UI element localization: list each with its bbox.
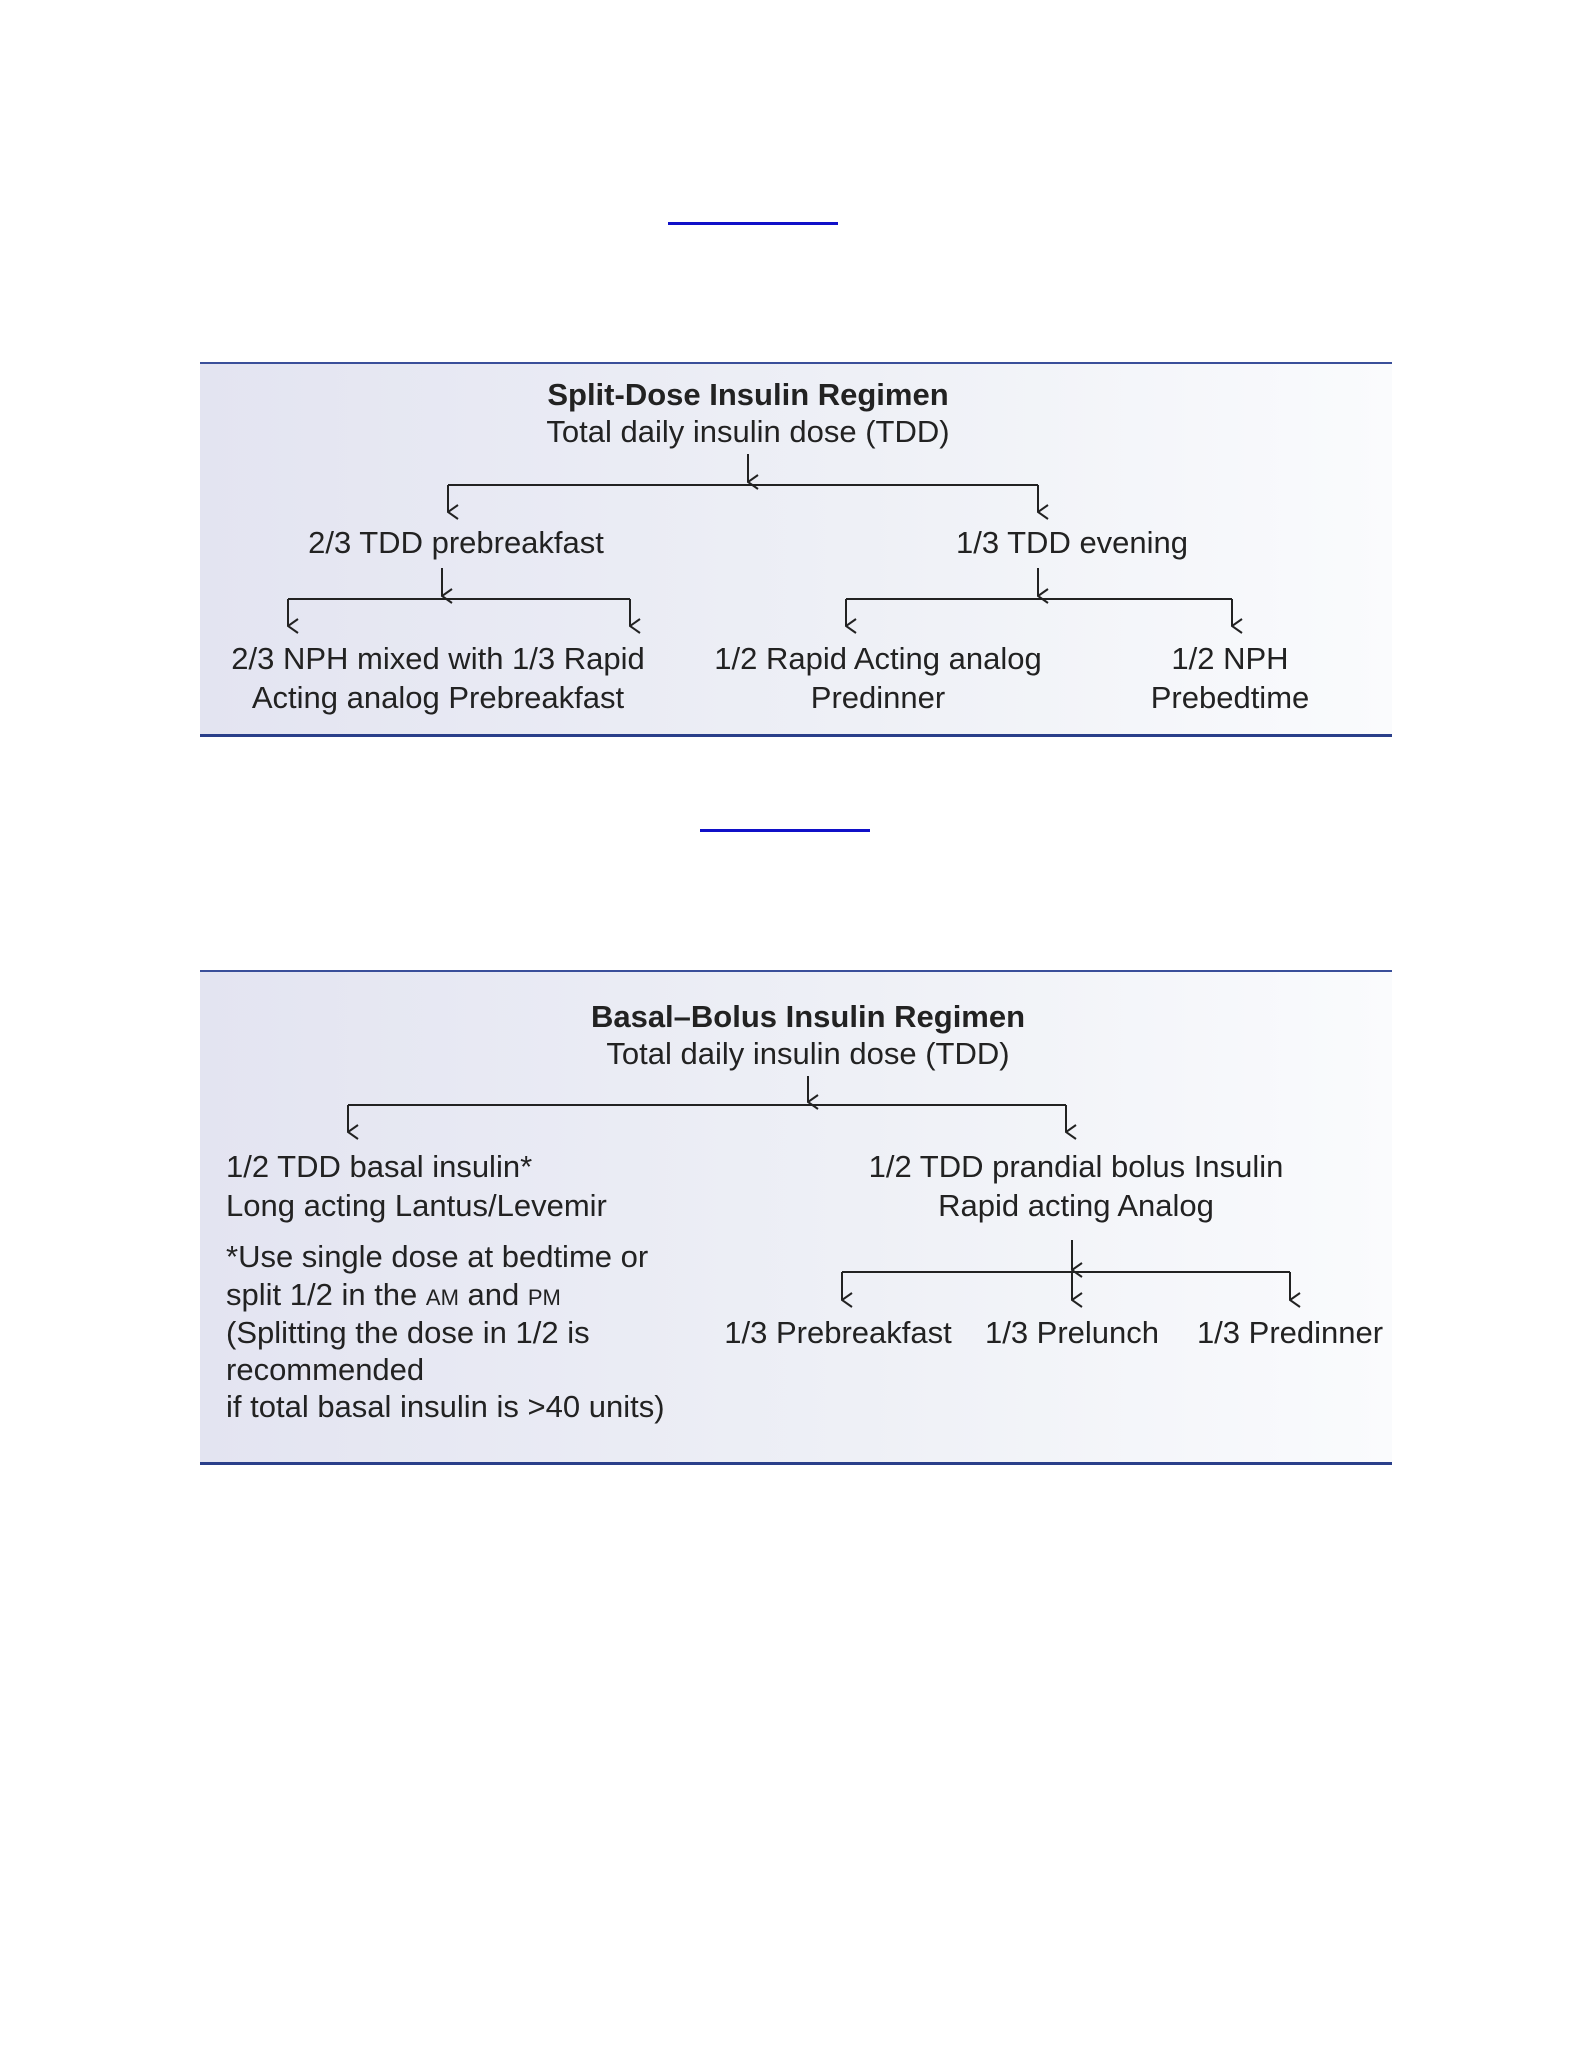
basal-note-line5: if total basal insulin is >40 units): [226, 1389, 665, 1424]
split-title: Split-Dose Insulin Regimen: [547, 377, 949, 412]
basal-left-line1: 1/2 TDD basal insulin*: [226, 1149, 533, 1184]
split-prebreakfast-label: 2/3 TDD prebreakfast: [308, 525, 604, 560]
basal-title: Basal–Bolus Insulin Regimen: [590, 999, 1026, 1034]
basal-bolus-panel: [200, 970, 1392, 1465]
split-evening-label: 1/3 TDD evening: [955, 525, 1189, 560]
basal-left-line2: Long acting Lantus/Levemir: [226, 1188, 607, 1223]
basal-note-pm: PM: [527, 1285, 561, 1310]
link-underline-2[interactable]: [700, 829, 870, 832]
bolus-leaf-prelunch: 1/3 Prelunch: [984, 1315, 1160, 1350]
split-leaf1-line2: Acting analog Prebreakfast: [251, 680, 625, 715]
split-leaf2-line1: 1/2 Rapid Acting analog: [714, 641, 1042, 676]
split-dose-panel: [200, 362, 1392, 737]
basal-note-am: AM: [425, 1285, 459, 1310]
basal-note-and: and: [458, 1277, 528, 1312]
link-underline-1[interactable]: [668, 222, 838, 225]
bolus-line2: Rapid acting Analog: [938, 1188, 1214, 1223]
basal-note-line4: recommended: [226, 1352, 425, 1387]
split-leaf2-line2: Predinner: [810, 680, 946, 715]
split-leaf1-line1: 2/3 NPH mixed with 1/3 Rapid: [231, 641, 645, 676]
basal-note-line2-text: split 1/2 in the: [226, 1277, 426, 1312]
basal-note-line3: (Splitting the dose in 1/2 is: [226, 1315, 590, 1350]
bolus-line1: 1/2 TDD prandial bolus Insulin: [868, 1149, 1284, 1184]
split-total: Total daily insulin dose (TDD): [546, 414, 950, 449]
bolus-leaf-predinner: 1/3 Predinner: [1196, 1315, 1384, 1350]
split-leaf3-line2: Prebedtime: [1150, 680, 1310, 715]
basal-note-line2: [226, 1276, 561, 1317]
basal-note-line1: *Use single dose at bedtime or: [226, 1239, 649, 1274]
basal-total: Total daily insulin dose (TDD): [606, 1036, 1010, 1071]
bolus-leaf-prebreakfast: 1/3 Prebreakfast: [724, 1315, 952, 1350]
split-leaf3-line1: 1/2 NPH: [1171, 641, 1289, 676]
